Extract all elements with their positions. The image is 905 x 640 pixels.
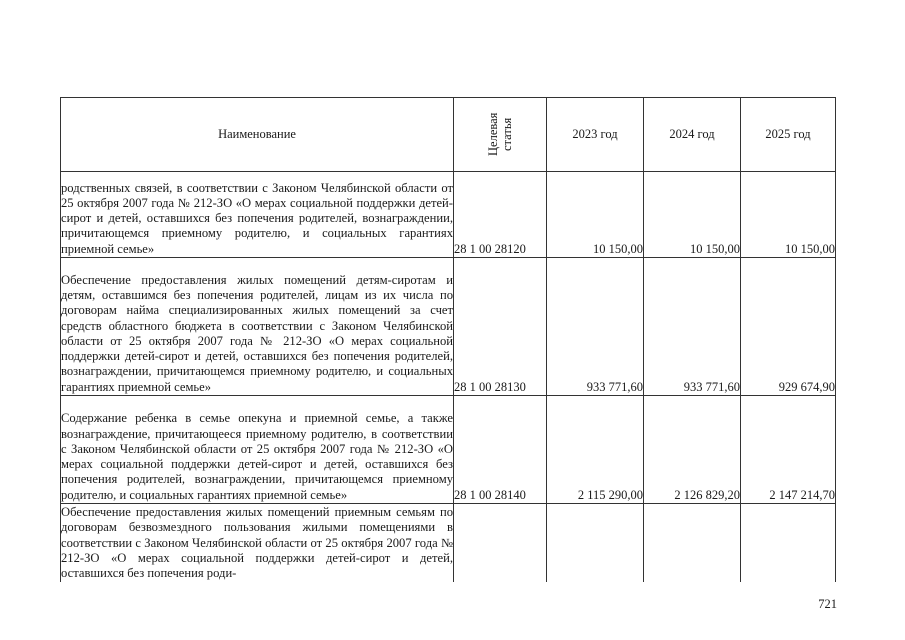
header-name: Наименование [61, 98, 454, 172]
header-2025: 2025 год [741, 98, 836, 172]
table-row [61, 396, 836, 504]
row-value-2024: 2 126 829,20 [644, 396, 741, 504]
table-body [61, 172, 836, 582]
row-name: Обеспечение предоставления жилых помещений детям-сиротам и детям, оставшимся без попечения родителей, лицам из их числа по договорам найма специализированных жилых помещений за счет средств областного бюджета в соответствии с Законом Челябинской области от 25 октября 2007 года № 212-ЗО «О мерах социальной поддержки детей-сирот и детей, оставшихся без попечения родителей, вознаграждении, причитающемся приемному родителю, и социальных гарантиях приемной семье» [61, 258, 454, 396]
row-value-2024: 933 771,60 [644, 258, 741, 396]
row-value-2025: 10 150,00 [741, 172, 836, 258]
row-value-2024: 10 150,00 [644, 172, 741, 258]
row-value-2025: 2 147 214,70 [741, 396, 836, 504]
row-value-2023: 933 771,60 [547, 258, 644, 396]
row-value-2025 [741, 504, 836, 582]
header-code-cell [454, 98, 547, 172]
header-2023: 2023 год [547, 98, 644, 172]
row-name: Обеспечение предоставления жилых помещений приемным семьям по договорам безвозмездного пользования жилыми помещениями в соответствии с Законом Челябинской области от 25 октября 2007 года № 212-ЗО «О мерах социальной поддержки детей-сирот и детей, оставшихся без попечения роди- [61, 505, 453, 581]
row-value-2023 [547, 504, 644, 582]
header-code: Целевая статья [486, 112, 514, 157]
row-code: 28 1 00 28120 [454, 172, 547, 258]
table-row [61, 504, 836, 582]
row-code [454, 504, 547, 582]
row-name: родственных связей, в соответствии с Законом Челябинской области от 25 октября 2007 года № 212-ЗО «О мерах социальной поддержки детей-сирот и детей, оставшихся без попечения родителей, вознаграждении, причитающемся приемному родителю, и социальных гарантиях приемной семье» [61, 172, 454, 258]
header-2024: 2024 год [644, 98, 741, 172]
row-code: 28 1 00 28130 [454, 258, 547, 396]
page-number: 721 [818, 597, 837, 611]
row-name: Содержание ребенка в семье опекуна и приемной семье, а также вознаграждение, причитающееся приемному родителю, в соответствии с Законом Челябинской области от 25 октября 2007 года № 212-ЗО «О мерах социальной поддержки детей-сирот и детей, оставшихся без попечения родителей, вознаграждении, причитающемся приемному родителю, и социальных гарантиях приемной семье» [61, 396, 454, 504]
row-value-2023: 2 115 290,00 [547, 396, 644, 504]
row-value-2024 [644, 504, 741, 582]
row-code: 28 1 00 28140 [454, 396, 547, 504]
table-header [61, 98, 836, 172]
row-value-2025: 929 674,90 [741, 258, 836, 396]
table-row [61, 258, 836, 396]
budget-table [60, 97, 836, 582]
table-row [61, 172, 836, 258]
row-value-2023: 10 150,00 [547, 172, 644, 258]
